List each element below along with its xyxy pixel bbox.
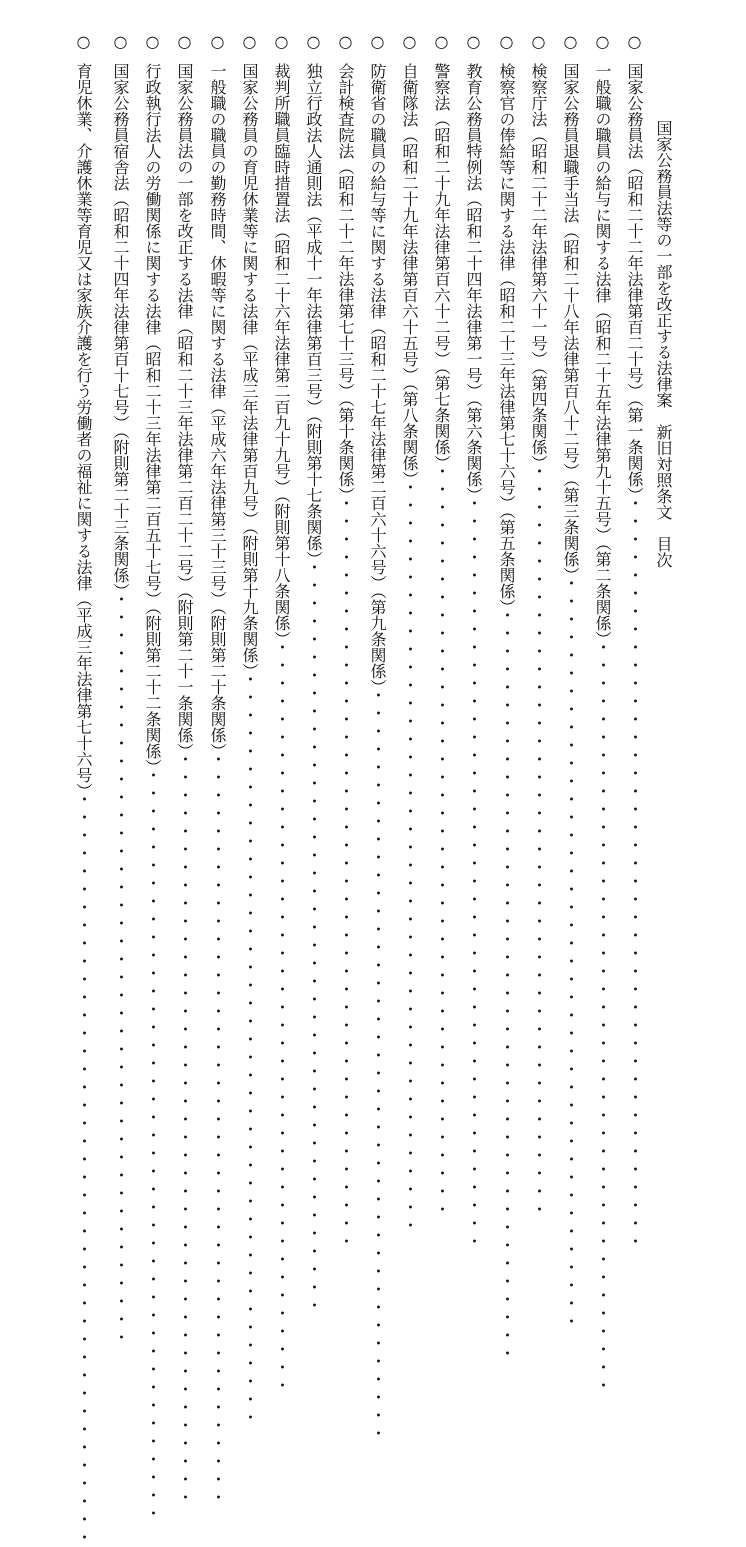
leader-dots: ・・・・・・・・・・・・・・・・・・・・・・・・・・・・・・・・・・・・・・・・・・ <box>336 495 355 1251</box>
entry-text: 行政執行法人の労働関係に関する法律（昭和二十三年法律第二百五十七号）（附則第二十二条関係） <box>143 63 162 767</box>
leader-dots: ・・・・・・・・・・・・・・・・・・・・・・・・・・・・・・・・・・・・・・・・・・ <box>464 495 483 1251</box>
entry-text: 警察法（昭和二十九年法律第百六十二号）（第七条関係） <box>432 63 451 463</box>
bullet-icon: ○ <box>529 32 548 51</box>
bullet-icon: ○ <box>175 32 194 51</box>
leader-dots: ・・・・・・・・・・・・・・・・・・・・・・・・・・・・・・・・・・・・・・・・・・ <box>175 751 194 1507</box>
leader-dots: ・・・・・・・・・・・・・・・・・・・・・・・・・・・・・・・・・・・・・・・・・・ <box>625 495 644 1251</box>
bullet-icon: ○ <box>272 32 291 51</box>
toc-entry <box>460 32 486 1251</box>
entry-text: 一般職の職員の給与に関する法律（昭和二十五年法律第九十五号）（第二条関係） <box>593 63 612 639</box>
document-title: 国家公務員法等の一部を改正する法律案 新旧対照条文 目次 <box>654 120 673 568</box>
bullet-icon: ○ <box>400 32 419 51</box>
entry-text: 自衛隊法（昭和二十九年法律第百六十五号）（第八条関係） <box>400 63 419 479</box>
leader-dots: ・・・・・・・・・・・・・・・・・・・・・・・・・・・・・・・・・・・・・・・・・・ <box>432 463 451 1219</box>
entry-text: 独立行政法人通則法（平成十一年法律第百三号）（附則第十七条関係） <box>304 63 323 559</box>
bullet-icon: ○ <box>240 32 259 51</box>
toc-entry <box>364 32 390 1443</box>
bullet-icon: ○ <box>143 32 162 51</box>
entry-text: 防衛省の職員の給与等に関する法律（昭和二十七年法律第二百六十六号）（第九条関係） <box>368 63 387 687</box>
leader-dots: ・・・・・・・・・・・・・・・・・・・・・・・・・・・・・・・・・・・・・・・・・・ <box>74 791 93 1547</box>
bullet-icon: ○ <box>497 32 516 51</box>
entry-text: 国家公務員宿舎法（昭和二十四年法律第百十七号）（附則第二十三条関係） <box>111 63 130 591</box>
leader-dots: ・・・・・・・・・・・・・・・・・・・・・・・・・・・・・・・・・・・・・・・・・・ <box>240 671 259 1427</box>
bullet-icon: ○ <box>625 32 644 51</box>
entry-text: 教育公務員特例法（昭和二十四年法律第一号）（第六条関係） <box>464 63 483 495</box>
entry-text: 一般職の職員の勤務時間、休暇等に関する法律（平成六年法律第三十三号）（附則第二十条関係） <box>208 63 227 751</box>
toc-entry <box>332 32 358 1251</box>
leader-dots: ・・・・・・・・・・・・・・・・・・・・・・・・・・・・・・・・・・・・・・・・・・ <box>208 751 227 1507</box>
bullet-icon: ○ <box>432 32 451 51</box>
toc-entry <box>204 32 230 1507</box>
leader-dots: ・・・・・・・・・・・・・・・・・・・・・・・・・・・・・・・・・・・・・・・・・・ <box>368 687 387 1443</box>
leader-dots: ・・・・・・・・・・・・・・・・・・・・・・・・・・・・・・・・・・・・・・・・・・ <box>400 479 419 1235</box>
entry-text: 国家公務員の育児休業等に関する法律（平成三年法律第百九号）（附則第十九条関係） <box>240 63 259 671</box>
bullet-icon: ○ <box>304 32 323 51</box>
toc-entry <box>557 32 583 1331</box>
bullet-icon: ○ <box>561 32 580 51</box>
toc-entry <box>396 32 422 1235</box>
toc-entry <box>171 32 197 1507</box>
leader-dots: ・・・・・・・・・・・・・・・・・・・・・・・・・・・・・・・・・・・・・・・・・・ <box>272 639 291 1395</box>
toc-entry <box>589 32 615 1395</box>
toc-entry <box>428 32 454 1219</box>
leader-dots: ・・・・・・・・・・・・・・・・・・・・・・・・・・・・・・・・・・・・・・・・・・ <box>561 575 580 1331</box>
entry-text: 国家公務員退職手当法（昭和二十八年法律第百八十二号）（第三条関係） <box>561 63 580 575</box>
bullet-icon: ○ <box>464 32 483 51</box>
toc-entry <box>525 32 551 1219</box>
entry-text: 会計検査院法（昭和二十二年法律第七十三号）（第十条関係） <box>336 63 355 495</box>
toc-entry <box>236 32 262 1427</box>
entry-text: 国家公務員法（昭和二十二年法律第百二十号）（第一条関係） <box>625 63 644 495</box>
toc-entry <box>107 32 133 1347</box>
bullet-icon: ○ <box>74 32 93 51</box>
leader-dots: ・・・・・・・・・・・・・・・・・・・・・・・・・・・・・・・・・・・・・・・・・・ <box>304 559 323 1315</box>
entry-text: 国家公務員法の一部を改正する法律（昭和二十三年法律第二百二十二号）（附則第二十一条関係） <box>175 63 194 751</box>
toc-entry <box>493 32 519 1363</box>
leader-dots: ・・・・・・・・・・・・・・・・・・・・・・・・・・・・・・・・・・・・・・・・・・ <box>497 607 516 1363</box>
toc-entry <box>621 32 647 1251</box>
bullet-icon: ○ <box>593 32 612 51</box>
entry-text: 検察庁法（昭和二十二年法律第六十一号）（第四条関係） <box>529 63 548 463</box>
toc-entry <box>268 32 294 1395</box>
bullet-icon: ○ <box>111 32 130 51</box>
entry-text: 裁判所職員臨時措置法（昭和二十六年法律第二百九十九号）（附則第十八条関係） <box>272 63 291 639</box>
toc-entry <box>139 32 165 1523</box>
bullet-icon: ○ <box>208 32 227 51</box>
leader-dots: ・・・・・・・・・・・・・・・・・・・・・・・・・・・・・・・・・・・・・・・・・・ <box>593 639 612 1395</box>
bullet-icon: ○ <box>336 32 355 51</box>
toc-entry <box>70 32 96 1547</box>
toc-entry <box>300 32 326 1315</box>
entry-text: 検察官の俸給等に関する法律（昭和二十三年法律第七十六号）（第五条関係） <box>497 63 516 607</box>
leader-dots: ・・・・・・・・・・・・・・・・・・・・・・・・・・・・・・・・・・・・・・・・・・ <box>111 591 130 1347</box>
bullet-icon: ○ <box>368 32 387 51</box>
leader-dots: ・・・・・・・・・・・・・・・・・・・・・・・・・・・・・・・・・・・・・・・・・・ <box>529 463 548 1219</box>
leader-dots: ・・・・・・・・・・・・・・・・・・・・・・・・・・・・・・・・・・・・・・・・・・ <box>143 767 162 1523</box>
entry-text: 育児休業、介護休業等育児又は家族介護を行う労働者の福祉に関する法律（平成三年法律第七十六号） <box>74 63 93 791</box>
